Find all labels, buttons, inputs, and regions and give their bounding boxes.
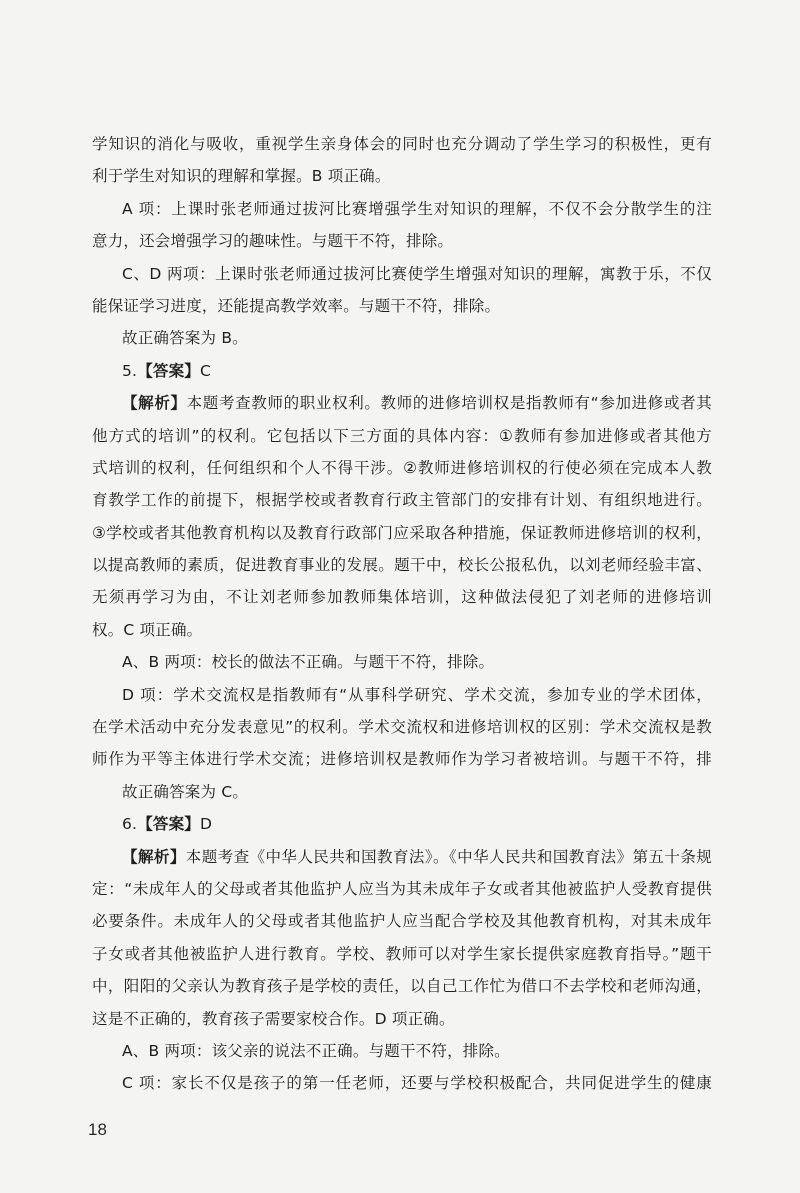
text-line: 能保证学习进度，还能提高教学效率。与题干不符，排除。 bbox=[92, 296, 501, 315]
text-line: A 项：上课时张老师通过拔河比赛增强学生对知识的理解，不仅不会分散学生的注 bbox=[122, 199, 712, 218]
text-line: 以提高教师的素质，促进教育事业的发展。题干中，校长公报私仇，以刘老师经验丰富、 bbox=[92, 556, 712, 575]
text-line: 意力，还会增强学习的趣味性。与题干不符，排除。 bbox=[92, 232, 454, 251]
text-line: A、B 两项：该父亲的说法不正确。与题干不符，排除。 bbox=[122, 1041, 510, 1060]
text-line: 在学术活动中充分发表意见”的权利。学术交流权和进修培训权的区别：学术交流权是教 bbox=[92, 718, 712, 737]
body-text bbox=[92, 128, 712, 1100]
analysis-label: 【解析】 bbox=[122, 394, 187, 413]
analysis-text: 本题考查《中华人民共和国教育法》。《中华人民共和国教育法》第五十条规 bbox=[185, 847, 712, 866]
text-line: C 项：家长不仅是孩子的第一任老师，还要与学校积极配合，共同促进学生的健康 bbox=[122, 1074, 712, 1093]
text-line: 子女或者其他被监护人进行教育。学校、教师可以对学生家长提供家庭教育指导。”题干 bbox=[92, 944, 712, 963]
text-line: C、D 两项：上课时张老师通过拔河比赛使学生增强对知识的理解，寓教于乐，不仅 bbox=[122, 264, 712, 283]
text-line: D 项：学术交流权是指教师有“从事科学研究、学术交流，参加专业的学术团体， bbox=[122, 685, 712, 704]
text-line: 无须再学习为由，不让刘老师参加教师集体培训，这种做法侵犯了刘老师的进修培训 bbox=[92, 588, 712, 607]
analysis-label: 【解析】 bbox=[122, 847, 186, 866]
question-5-answer-line bbox=[92, 355, 712, 387]
analysis-text: 本题考查教师的职业权利。教师的进修培训权是指教师有“参加进修或者其 bbox=[186, 394, 712, 413]
answer-value: D bbox=[200, 815, 213, 834]
text-line: 师作为平等主体进行学术交流；进修培训权是教师作为学习者被培训。与题干不符，排 bbox=[92, 750, 712, 769]
analysis-line bbox=[92, 387, 712, 419]
text-line: 必要条件。未成年人的父母或者其他监护人应当配合学校及其他教育机构，对其未成年 bbox=[92, 912, 712, 931]
text-line: 利于学生对知识的理解和掌握。B 项正确。 bbox=[92, 167, 391, 186]
text-line: 中，阳阳的父亲认为教育孩子是学校的责任，以自己工作忙为借口不去学校和老师沟通， bbox=[92, 977, 712, 996]
text-line: 这是不正确的，教育孩子需要家校合作。D 项正确。 bbox=[92, 1009, 455, 1028]
page-number: 18 bbox=[88, 1120, 107, 1139]
text-line: 育教学工作的前提下，根据学校或者教育行政主管部门的安排有计划、有组织地进行。 bbox=[92, 491, 712, 510]
text-line: 故正确答案为 B。 bbox=[122, 329, 248, 348]
text-line: 定：“未成年人的父母或者其他监护人应当为其未成年子女或者其他被监护人受教育提供 bbox=[92, 879, 712, 898]
analysis-line bbox=[92, 841, 712, 873]
text-line: 故正确答案为 C。 bbox=[122, 782, 249, 801]
text-line: 他方式的培训”的权利。它包括以下三方面的具体内容：①教师有参加进修或者其他方 bbox=[92, 426, 712, 445]
answer-value: C bbox=[200, 361, 212, 380]
text-line: 学知识的消化与吸收，重视学生亲身体会的同时也充分调动了学生学习的积极性，更有 bbox=[92, 135, 712, 153]
question-number: 6. bbox=[122, 815, 138, 834]
question-number: 5. bbox=[122, 361, 138, 380]
text-line: A、B 两项：校长的做法不正确。与题干不符，排除。 bbox=[122, 653, 495, 672]
answer-label: 【答案】 bbox=[137, 361, 201, 380]
answer-label: 【答案】 bbox=[137, 815, 201, 834]
question-6-answer-line bbox=[92, 808, 712, 840]
text-line: 式培训的权利，任何组织和个人不得干涉。②教师进修培训权的行使必须在完成本人教 bbox=[92, 458, 712, 477]
text-line: 权。C 项正确。 bbox=[92, 620, 203, 639]
text-line: ③学校或者其他教育机构以及教育行政部门应采取各种措施，保证教师进修培训的权利， bbox=[92, 523, 712, 542]
